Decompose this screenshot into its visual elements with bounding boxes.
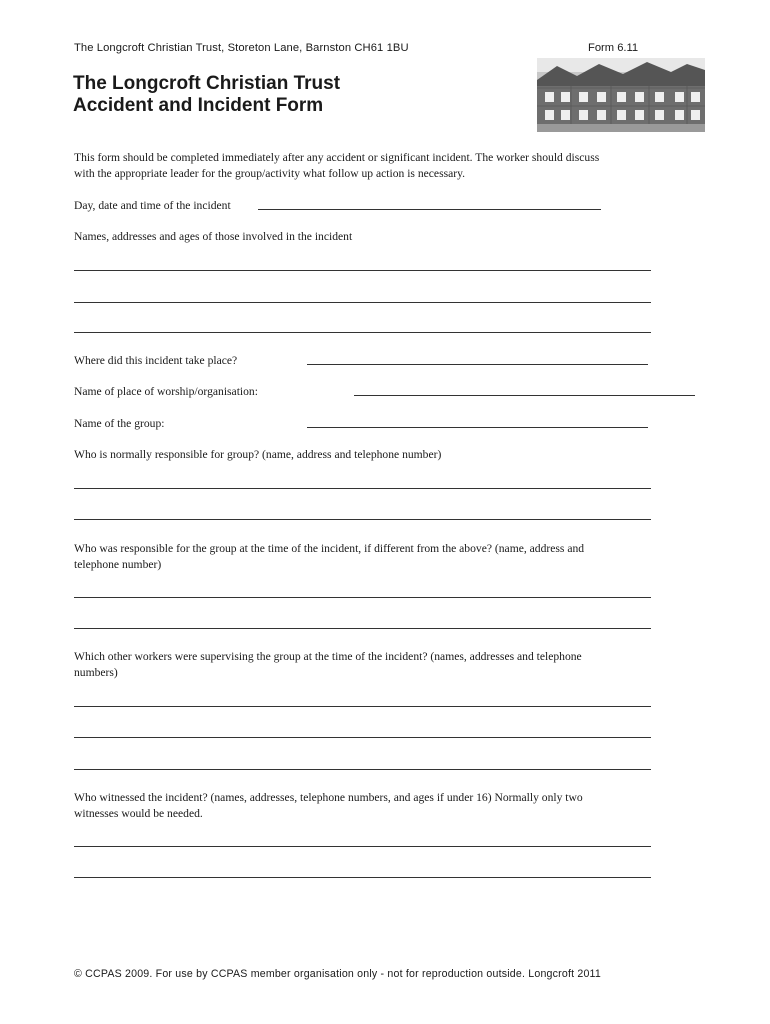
responsible-line-2[interactable] [74,519,651,520]
form-number: Form 6.11 [588,42,639,54]
witnesses-line-1[interactable] [74,846,651,847]
other-workers-line-3[interactable] [74,769,651,770]
names-involved-line-1[interactable] [74,270,651,271]
intro-line-2: with the appropriate leader for the group/activity what follow up action is necessary. [74,167,466,180]
responsible-at-time-line-1[interactable] [74,597,651,598]
where-field[interactable] [307,364,648,365]
witnesses-line-b: witnesses would be needed. [74,807,203,820]
group-name-field[interactable] [307,427,648,428]
responsible-at-time-label [74,541,714,573]
title-line-2: Accident and Incident Form [73,95,324,116]
building-photo [537,58,705,132]
names-involved-line-2[interactable] [74,302,651,303]
other-workers-line-a: Which other workers were supervising the group at the time of the incident? (names, addresses and telephone [74,650,582,663]
page-title [73,73,340,117]
day-date-time-label: Day, date and time of the incident [74,199,231,212]
other-workers-line-b: numbers) [74,666,118,679]
responsible-at-time-line-a: Who was responsible for the group at the time of the incident, if different from the above? (name, address and [74,542,585,555]
intro-text [74,150,714,182]
witnesses-line-2[interactable] [74,877,651,878]
responsible-at-time-line-b: telephone number) [74,558,162,571]
other-workers-label [74,649,714,681]
other-workers-line-2[interactable] [74,737,651,738]
place-of-worship-field[interactable] [354,395,695,396]
names-involved-line-3[interactable] [74,332,651,333]
responsible-label: Who is normally responsible for group? (name, address and telephone number) [74,448,442,461]
responsible-at-time-line-2[interactable] [74,628,651,629]
footer-copyright: © CCPAS 2009. For use by CCPAS member organisation only - not for reproduction outside. Longcroft 2011 [74,968,601,980]
title-line-1: The Longcroft Christian Trust [73,73,341,94]
other-workers-line-1[interactable] [74,706,651,707]
names-involved-label: Names, addresses and ages of those involved in the incident [74,230,353,243]
responsible-line-1[interactable] [74,488,651,489]
where-label: Where did this incident take place? [74,354,238,367]
witnesses-line-a: Who witnessed the incident? (names, addresses, telephone numbers, and ages if under 16) Normally only two [74,791,583,804]
group-name-label: Name of the group: [74,417,165,430]
day-date-time-field[interactable] [258,209,601,210]
intro-line-1: This form should be completed immediately after any accident or significant incident. The worker should discuss [74,151,600,164]
witnesses-label [74,790,714,822]
place-of-worship-label: Name of place of worship/organisation: [74,385,258,398]
header-address: The Longcroft Christian Trust, Storeton Lane, Barnston CH61 1BU [74,42,409,54]
